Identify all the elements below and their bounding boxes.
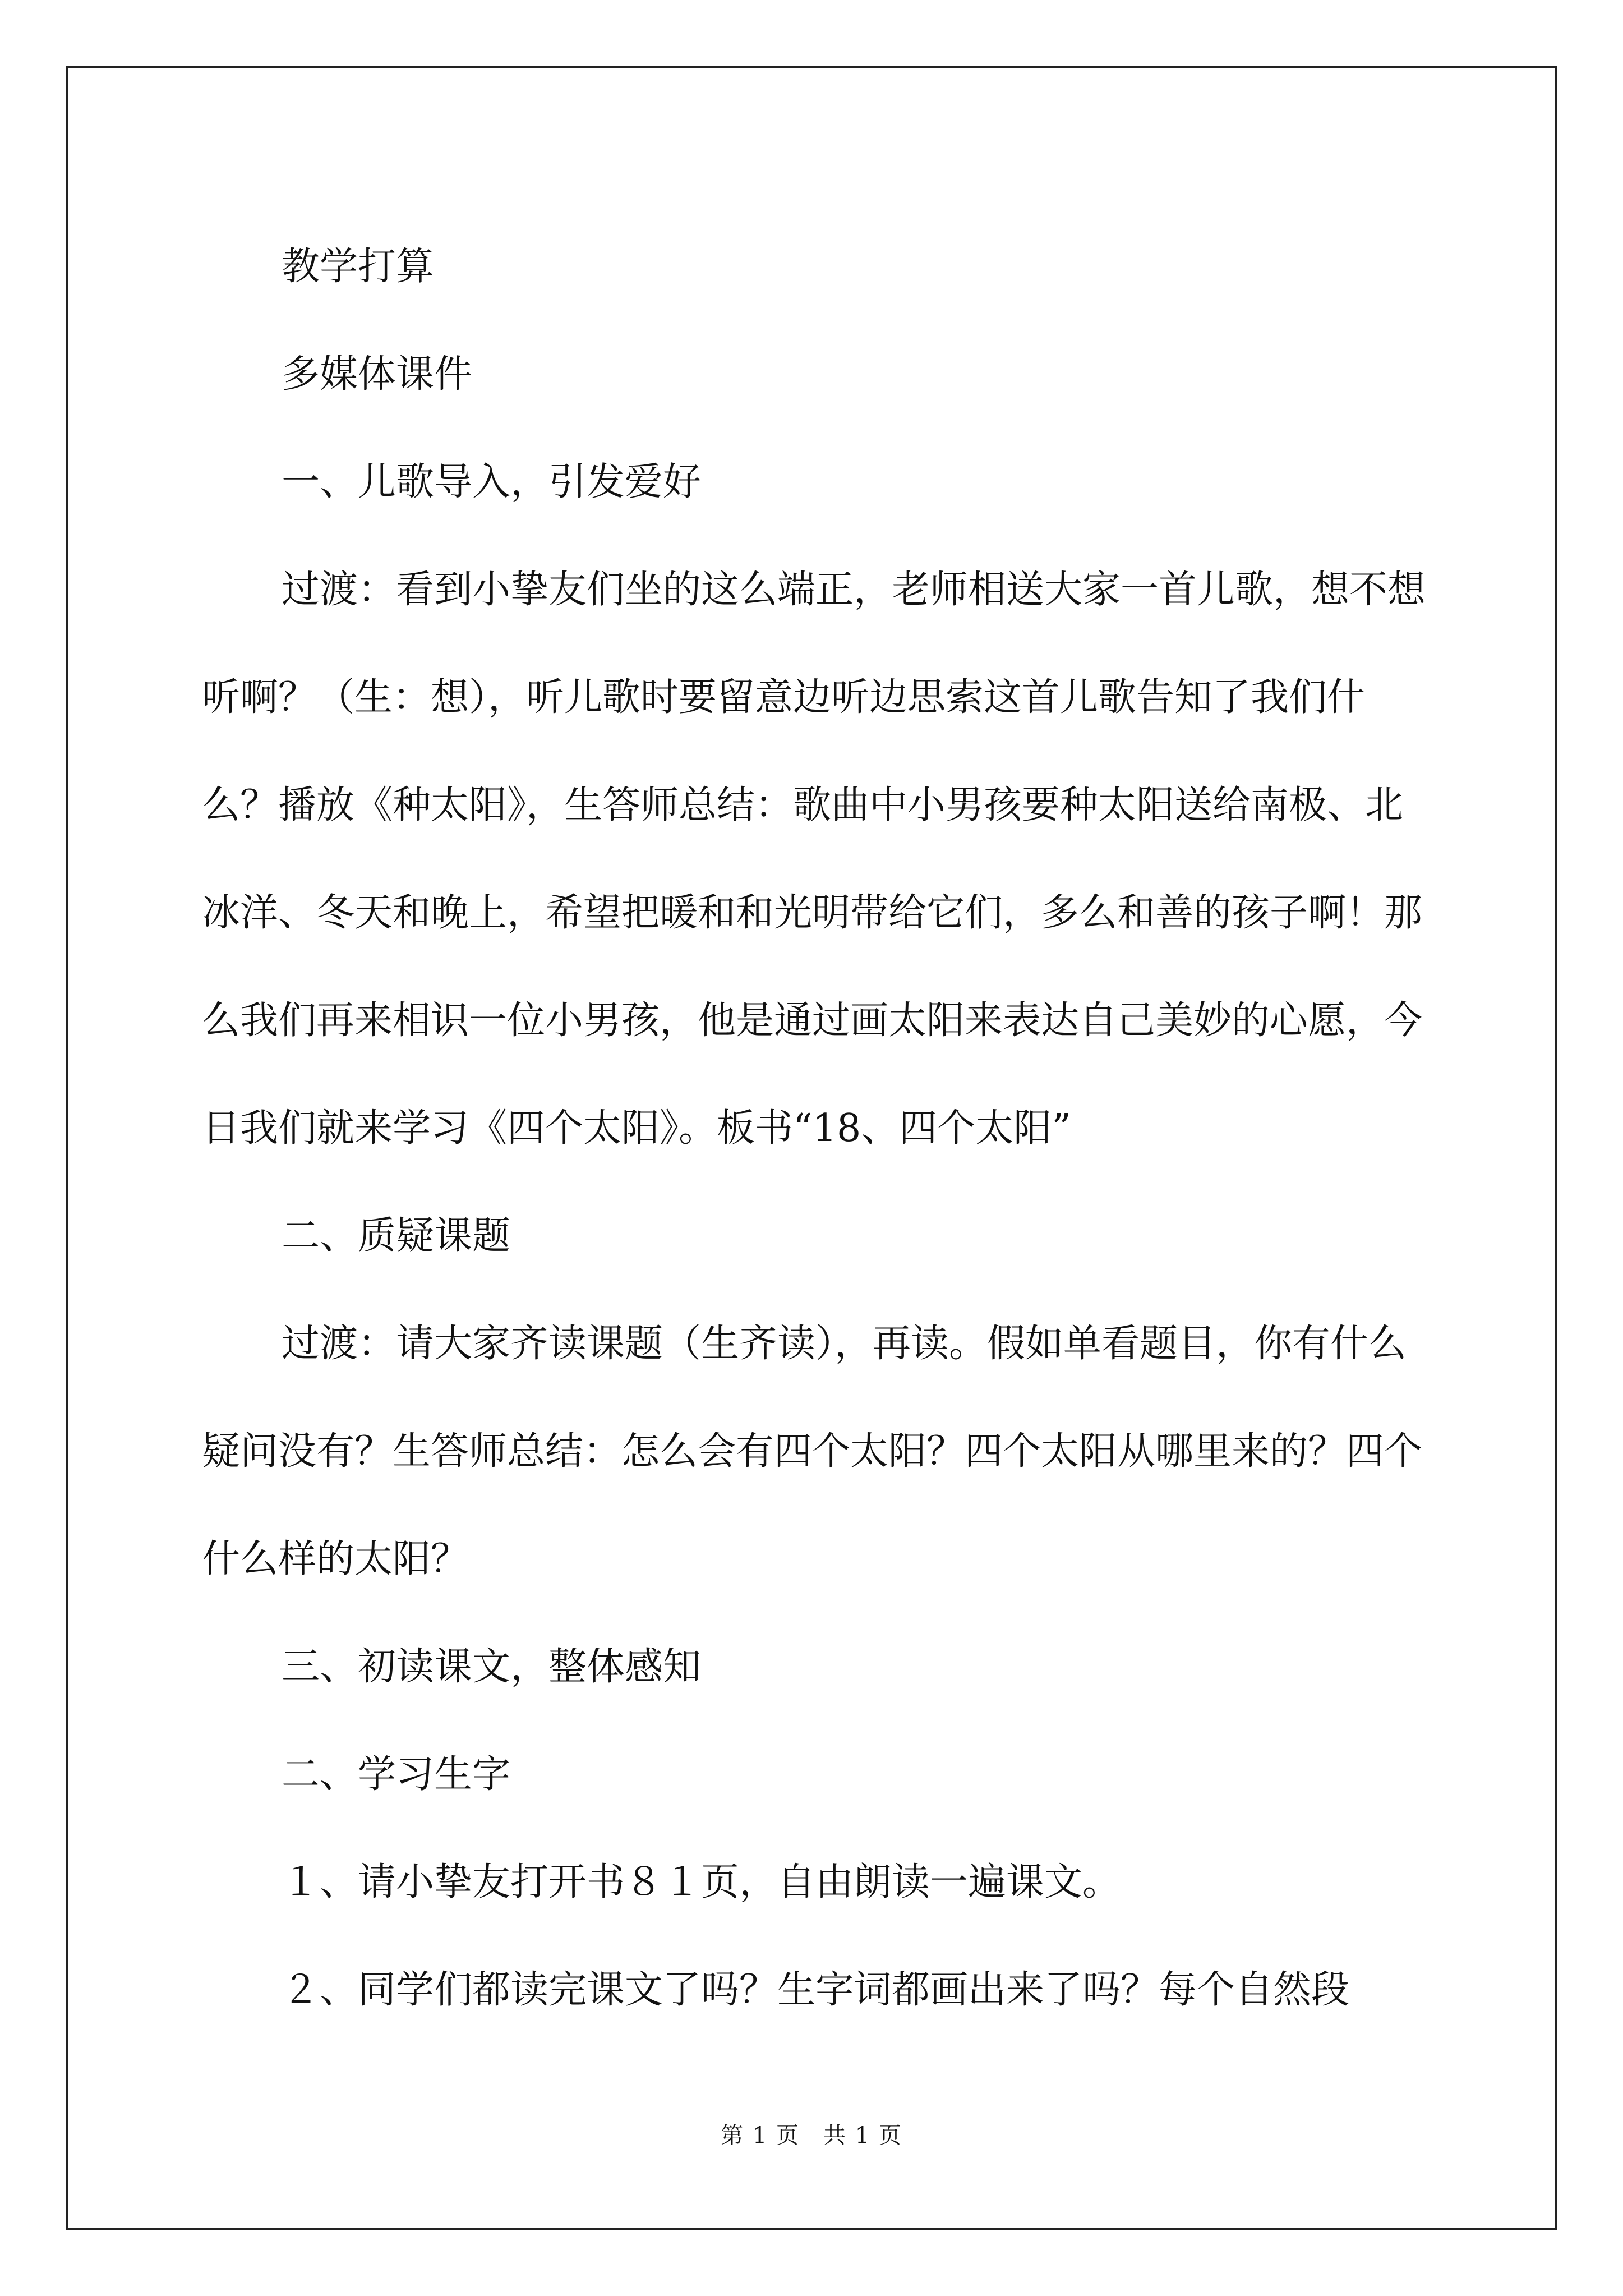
page-footer: 第 1 页 共 1 页 — [721, 2123, 902, 2148]
section-heading-1: 一、儿歌导入，引发爱好 — [282, 460, 702, 504]
paragraph-transition-1: 过渡：看到小挚友们坐的这么端正，老师相送大家一首儿歌，想不想听啊？（生：想），听儿歌时要留意边听边思索这首儿歌告知了我们什么？播放《种太阳》，生答师总结：歌曲中小男孩要种太阳送给南极、北冰洋、冬天和晚上，希望把暖和和光明带给它们，多么和善的孩子啊！那么我们再来相识一位小男孩，他是通过画太阳来表达自己美妙的心愿，今日我们就来学习《四个太阳》。板书“18、四个太阳” — [202, 568, 1426, 1151]
list-item-1: １、请小挚友打开书８１页，自由朗读一遍课文。 — [282, 1860, 1121, 1904]
section-heading-3: 三、初读课文，整体感知 — [282, 1645, 702, 1689]
list-item-2: ２、同学们都读完课文了吗？生字词都画出来了吗？每个自然段 — [282, 1968, 1350, 2012]
section-heading-2: 二、质疑课题 — [282, 1214, 511, 1258]
paragraph-transition-2: 过渡：请大家齐读课题（生齐读），再读。假如单看题目，你有什么疑问没有？生答师总结：怎么会有四个太阳？四个太阳从哪里来的？四个什么样的太阳？ — [202, 1322, 1423, 1581]
document-body — [202, 213, 1436, 2044]
paragraph-multimedia: 多媒体课件 — [282, 352, 473, 397]
paragraph-teaching-plan: 教学打算 — [282, 245, 435, 289]
section-heading-4: 二、学习生字 — [282, 1752, 511, 1797]
